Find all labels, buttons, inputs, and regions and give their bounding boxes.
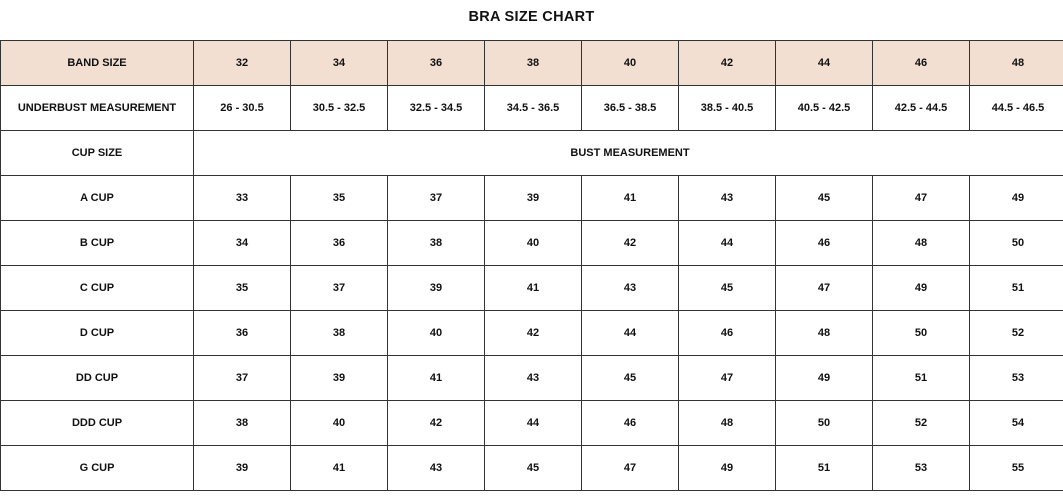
bust-measurement-cell: 46 (582, 401, 679, 446)
bust-measurement-cell: 36 (194, 311, 291, 356)
bust-measurement-cell: 40 (485, 221, 582, 266)
cup-label: D CUP (1, 311, 194, 356)
band-size-cell: 36 (388, 41, 485, 86)
bust-measurement-cell: 41 (485, 266, 582, 311)
bust-measurement-cell: 38 (388, 221, 485, 266)
table-row (1, 221, 1063, 266)
underbust-row (1, 86, 1063, 131)
bust-measurement-cell: 38 (194, 401, 291, 446)
band-size-row (1, 41, 1063, 86)
cup-label: G CUP (1, 446, 194, 491)
bust-measurement-cell: 33 (194, 176, 291, 221)
bust-measurement-cell: 49 (776, 356, 873, 401)
bust-measurement-cell: 44 (485, 401, 582, 446)
band-size-cell: 46 (873, 41, 970, 86)
bust-measurement-label: BUST MEASUREMENT (194, 131, 1063, 176)
band-size-cell: 32 (194, 41, 291, 86)
bust-measurement-cell: 37 (388, 176, 485, 221)
underbust-cell: 38.5 - 40.5 (679, 86, 776, 131)
bust-measurement-cell: 43 (679, 176, 776, 221)
bust-measurement-cell: 53 (873, 446, 970, 491)
bust-measurement-cell: 41 (388, 356, 485, 401)
size-chart-table (0, 40, 1063, 491)
table-row (1, 446, 1063, 491)
cup-header-row (1, 131, 1063, 176)
bust-measurement-cell: 43 (485, 356, 582, 401)
bust-measurement-cell: 45 (679, 266, 776, 311)
bust-measurement-cell: 37 (291, 266, 388, 311)
underbust-label: UNDERBUST MEASUREMENT (1, 86, 194, 131)
underbust-cell: 36.5 - 38.5 (582, 86, 679, 131)
bust-measurement-cell: 49 (970, 176, 1063, 221)
table-row (1, 401, 1063, 446)
table-row (1, 356, 1063, 401)
band-size-cell: 48 (970, 41, 1063, 86)
band-size-cell: 42 (679, 41, 776, 86)
bust-measurement-cell: 52 (873, 401, 970, 446)
bust-measurement-cell: 38 (291, 311, 388, 356)
bust-measurement-cell: 34 (194, 221, 291, 266)
bust-measurement-cell: 41 (291, 446, 388, 491)
bust-measurement-cell: 50 (873, 311, 970, 356)
bust-measurement-cell: 43 (388, 446, 485, 491)
bust-measurement-cell: 49 (679, 446, 776, 491)
bust-measurement-cell: 51 (776, 446, 873, 491)
bust-measurement-cell: 50 (970, 221, 1063, 266)
bust-measurement-cell: 39 (388, 266, 485, 311)
bust-measurement-cell: 41 (582, 176, 679, 221)
bust-measurement-cell: 42 (582, 221, 679, 266)
bust-measurement-cell: 47 (776, 266, 873, 311)
bust-measurement-cell: 35 (194, 266, 291, 311)
bust-measurement-cell: 45 (776, 176, 873, 221)
bust-measurement-cell: 39 (194, 446, 291, 491)
cup-label: DD CUP (1, 356, 194, 401)
table-row (1, 176, 1063, 221)
bust-measurement-cell: 45 (485, 446, 582, 491)
bust-measurement-cell: 43 (582, 266, 679, 311)
bust-measurement-cell: 39 (485, 176, 582, 221)
underbust-cell: 30.5 - 32.5 (291, 86, 388, 131)
cup-rows (1, 176, 1063, 491)
table-row (1, 266, 1063, 311)
band-size-cell: 44 (776, 41, 873, 86)
bust-measurement-cell: 45 (582, 356, 679, 401)
bust-measurement-cell: 42 (388, 401, 485, 446)
bust-measurement-cell: 55 (970, 446, 1063, 491)
page-title: BRA SIZE CHART (468, 9, 595, 25)
underbust-cell: 26 - 30.5 (194, 86, 291, 131)
bust-measurement-cell: 39 (291, 356, 388, 401)
band-size-label: BAND SIZE (1, 41, 194, 86)
band-size-cell: 40 (582, 41, 679, 86)
bust-measurement-cell: 36 (291, 221, 388, 266)
bust-measurement-cell: 46 (776, 221, 873, 266)
bust-measurement-cell: 53 (970, 356, 1063, 401)
bust-measurement-cell: 37 (194, 356, 291, 401)
cup-label: DDD CUP (1, 401, 194, 446)
bust-measurement-cell: 48 (776, 311, 873, 356)
cup-label: B CUP (1, 221, 194, 266)
bust-measurement-cell: 54 (970, 401, 1063, 446)
underbust-cell: 44.5 - 46.5 (970, 86, 1063, 131)
underbust-cell: 40.5 - 42.5 (776, 86, 873, 131)
band-size-cell: 38 (485, 41, 582, 86)
bust-measurement-cell: 48 (873, 221, 970, 266)
bust-measurement-cell: 51 (970, 266, 1063, 311)
bust-measurement-cell: 50 (776, 401, 873, 446)
bust-measurement-cell: 44 (582, 311, 679, 356)
cup-label: C CUP (1, 266, 194, 311)
underbust-cell: 42.5 - 44.5 (873, 86, 970, 131)
bust-measurement-cell: 47 (582, 446, 679, 491)
bust-measurement-cell: 47 (679, 356, 776, 401)
bust-measurement-cell: 42 (485, 311, 582, 356)
bust-measurement-cell: 40 (388, 311, 485, 356)
bust-measurement-cell: 40 (291, 401, 388, 446)
cup-size-label: CUP SIZE (1, 131, 194, 176)
cup-label: A CUP (1, 176, 194, 221)
bust-measurement-cell: 47 (873, 176, 970, 221)
underbust-cell: 32.5 - 34.5 (388, 86, 485, 131)
bust-measurement-cell: 35 (291, 176, 388, 221)
bust-measurement-cell: 49 (873, 266, 970, 311)
bust-measurement-cell: 44 (679, 221, 776, 266)
underbust-cell: 34.5 - 36.5 (485, 86, 582, 131)
bust-measurement-cell: 52 (970, 311, 1063, 356)
bust-measurement-cell: 51 (873, 356, 970, 401)
bust-measurement-cell: 48 (679, 401, 776, 446)
table-row (1, 311, 1063, 356)
band-size-cell: 34 (291, 41, 388, 86)
bust-measurement-cell: 46 (679, 311, 776, 356)
